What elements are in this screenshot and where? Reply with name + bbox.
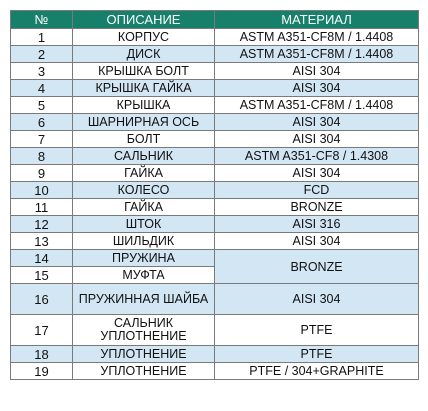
- table-row: [11, 233, 419, 250]
- row-number: 19: [11, 363, 73, 380]
- row-number: 7: [11, 131, 73, 148]
- row-material: AISI 304: [215, 165, 419, 182]
- row-number: 16: [11, 284, 73, 315]
- table-row: [11, 284, 419, 315]
- row-description: ГАЙКА: [73, 165, 215, 182]
- row-material: PTFE / 304+GRAPHITE: [215, 363, 419, 380]
- table-row: [11, 165, 419, 182]
- table-row: [11, 250, 419, 267]
- row-material: AISI 304: [215, 114, 419, 131]
- row-material: ASTM A351-CF8 / 1.4308: [215, 148, 419, 165]
- row-description: ШАРНИРНАЯ ОСЬ: [73, 114, 215, 131]
- row-material: ASTM A351-CF8M / 1.4408: [215, 46, 419, 63]
- row-description: МУФТА: [73, 267, 215, 284]
- row-number: 14: [11, 250, 73, 267]
- table-row: [11, 182, 419, 199]
- table-row: [11, 97, 419, 114]
- table-row: [11, 46, 419, 63]
- row-number: 2: [11, 46, 73, 63]
- row-description: ПРУЖИНА: [73, 250, 215, 267]
- row-number: 15: [11, 267, 73, 284]
- row-description: УПЛОТНЕНИЕ: [73, 346, 215, 363]
- row-number: 9: [11, 165, 73, 182]
- row-material: AISI 304: [215, 284, 419, 315]
- row-material: AISI 304: [215, 80, 419, 97]
- row-number: 5: [11, 97, 73, 114]
- header-description: ОПИСАНИЕ: [73, 11, 215, 29]
- row-number: 4: [11, 80, 73, 97]
- table-row: [11, 346, 419, 363]
- row-number: 18: [11, 346, 73, 363]
- table-row: [11, 148, 419, 165]
- row-description: УПЛОТНЕНИЕ: [73, 363, 215, 380]
- parts-material-table: [10, 10, 419, 380]
- row-material: ASTM A351-CF8M / 1.4408: [215, 97, 419, 114]
- table-row: [11, 114, 419, 131]
- row-number: 6: [11, 114, 73, 131]
- row-description: САЛЬНИК: [73, 148, 215, 165]
- row-material: ASTM A351-CF8M / 1.4408: [215, 29, 419, 46]
- row-description: КРЫШКА ГАЙКА: [73, 80, 215, 97]
- row-material: PTFE: [215, 315, 419, 346]
- table-row: [11, 131, 419, 148]
- table-row: [11, 315, 419, 346]
- row-description: ПРУЖИННАЯ ШАЙБА: [73, 284, 215, 315]
- row-description: БОЛТ: [73, 131, 215, 148]
- row-material: AISI 304: [215, 131, 419, 148]
- table-row: [11, 216, 419, 233]
- table-row: [11, 199, 419, 216]
- row-description: ШТОК: [73, 216, 215, 233]
- row-number: 12: [11, 216, 73, 233]
- row-description: ГАЙКА: [73, 199, 215, 216]
- row-material-merged: BRONZE: [215, 250, 419, 284]
- table-row: [11, 29, 419, 46]
- row-description: КОРПУС: [73, 29, 215, 46]
- table-header-row: [11, 11, 419, 29]
- row-number: 11: [11, 199, 73, 216]
- row-number: 13: [11, 233, 73, 250]
- table-row: [11, 63, 419, 80]
- row-material: AISI 316: [215, 216, 419, 233]
- row-material: AISI 304: [215, 233, 419, 250]
- table-row: [11, 363, 419, 380]
- header-number: №: [11, 11, 73, 29]
- row-material: BRONZE: [215, 199, 419, 216]
- row-material: FCD: [215, 182, 419, 199]
- row-material: AISI 304: [215, 63, 419, 80]
- row-description: ШИЛЬДИК: [73, 233, 215, 250]
- table-row: [11, 80, 419, 97]
- row-description: КОЛЕСО: [73, 182, 215, 199]
- row-material: PTFE: [215, 346, 419, 363]
- row-description: КРЫШКА: [73, 97, 215, 114]
- row-number: 10: [11, 182, 73, 199]
- row-number: 3: [11, 63, 73, 80]
- header-material: МАТЕРИАЛ: [215, 11, 419, 29]
- row-description: САЛЬНИК УПЛОТНЕНИЕ: [73, 315, 215, 346]
- row-number: 8: [11, 148, 73, 165]
- row-number: 1: [11, 29, 73, 46]
- row-description: ДИСК: [73, 46, 215, 63]
- row-number: 17: [11, 315, 73, 346]
- row-description: КРЫШКА БОЛТ: [73, 63, 215, 80]
